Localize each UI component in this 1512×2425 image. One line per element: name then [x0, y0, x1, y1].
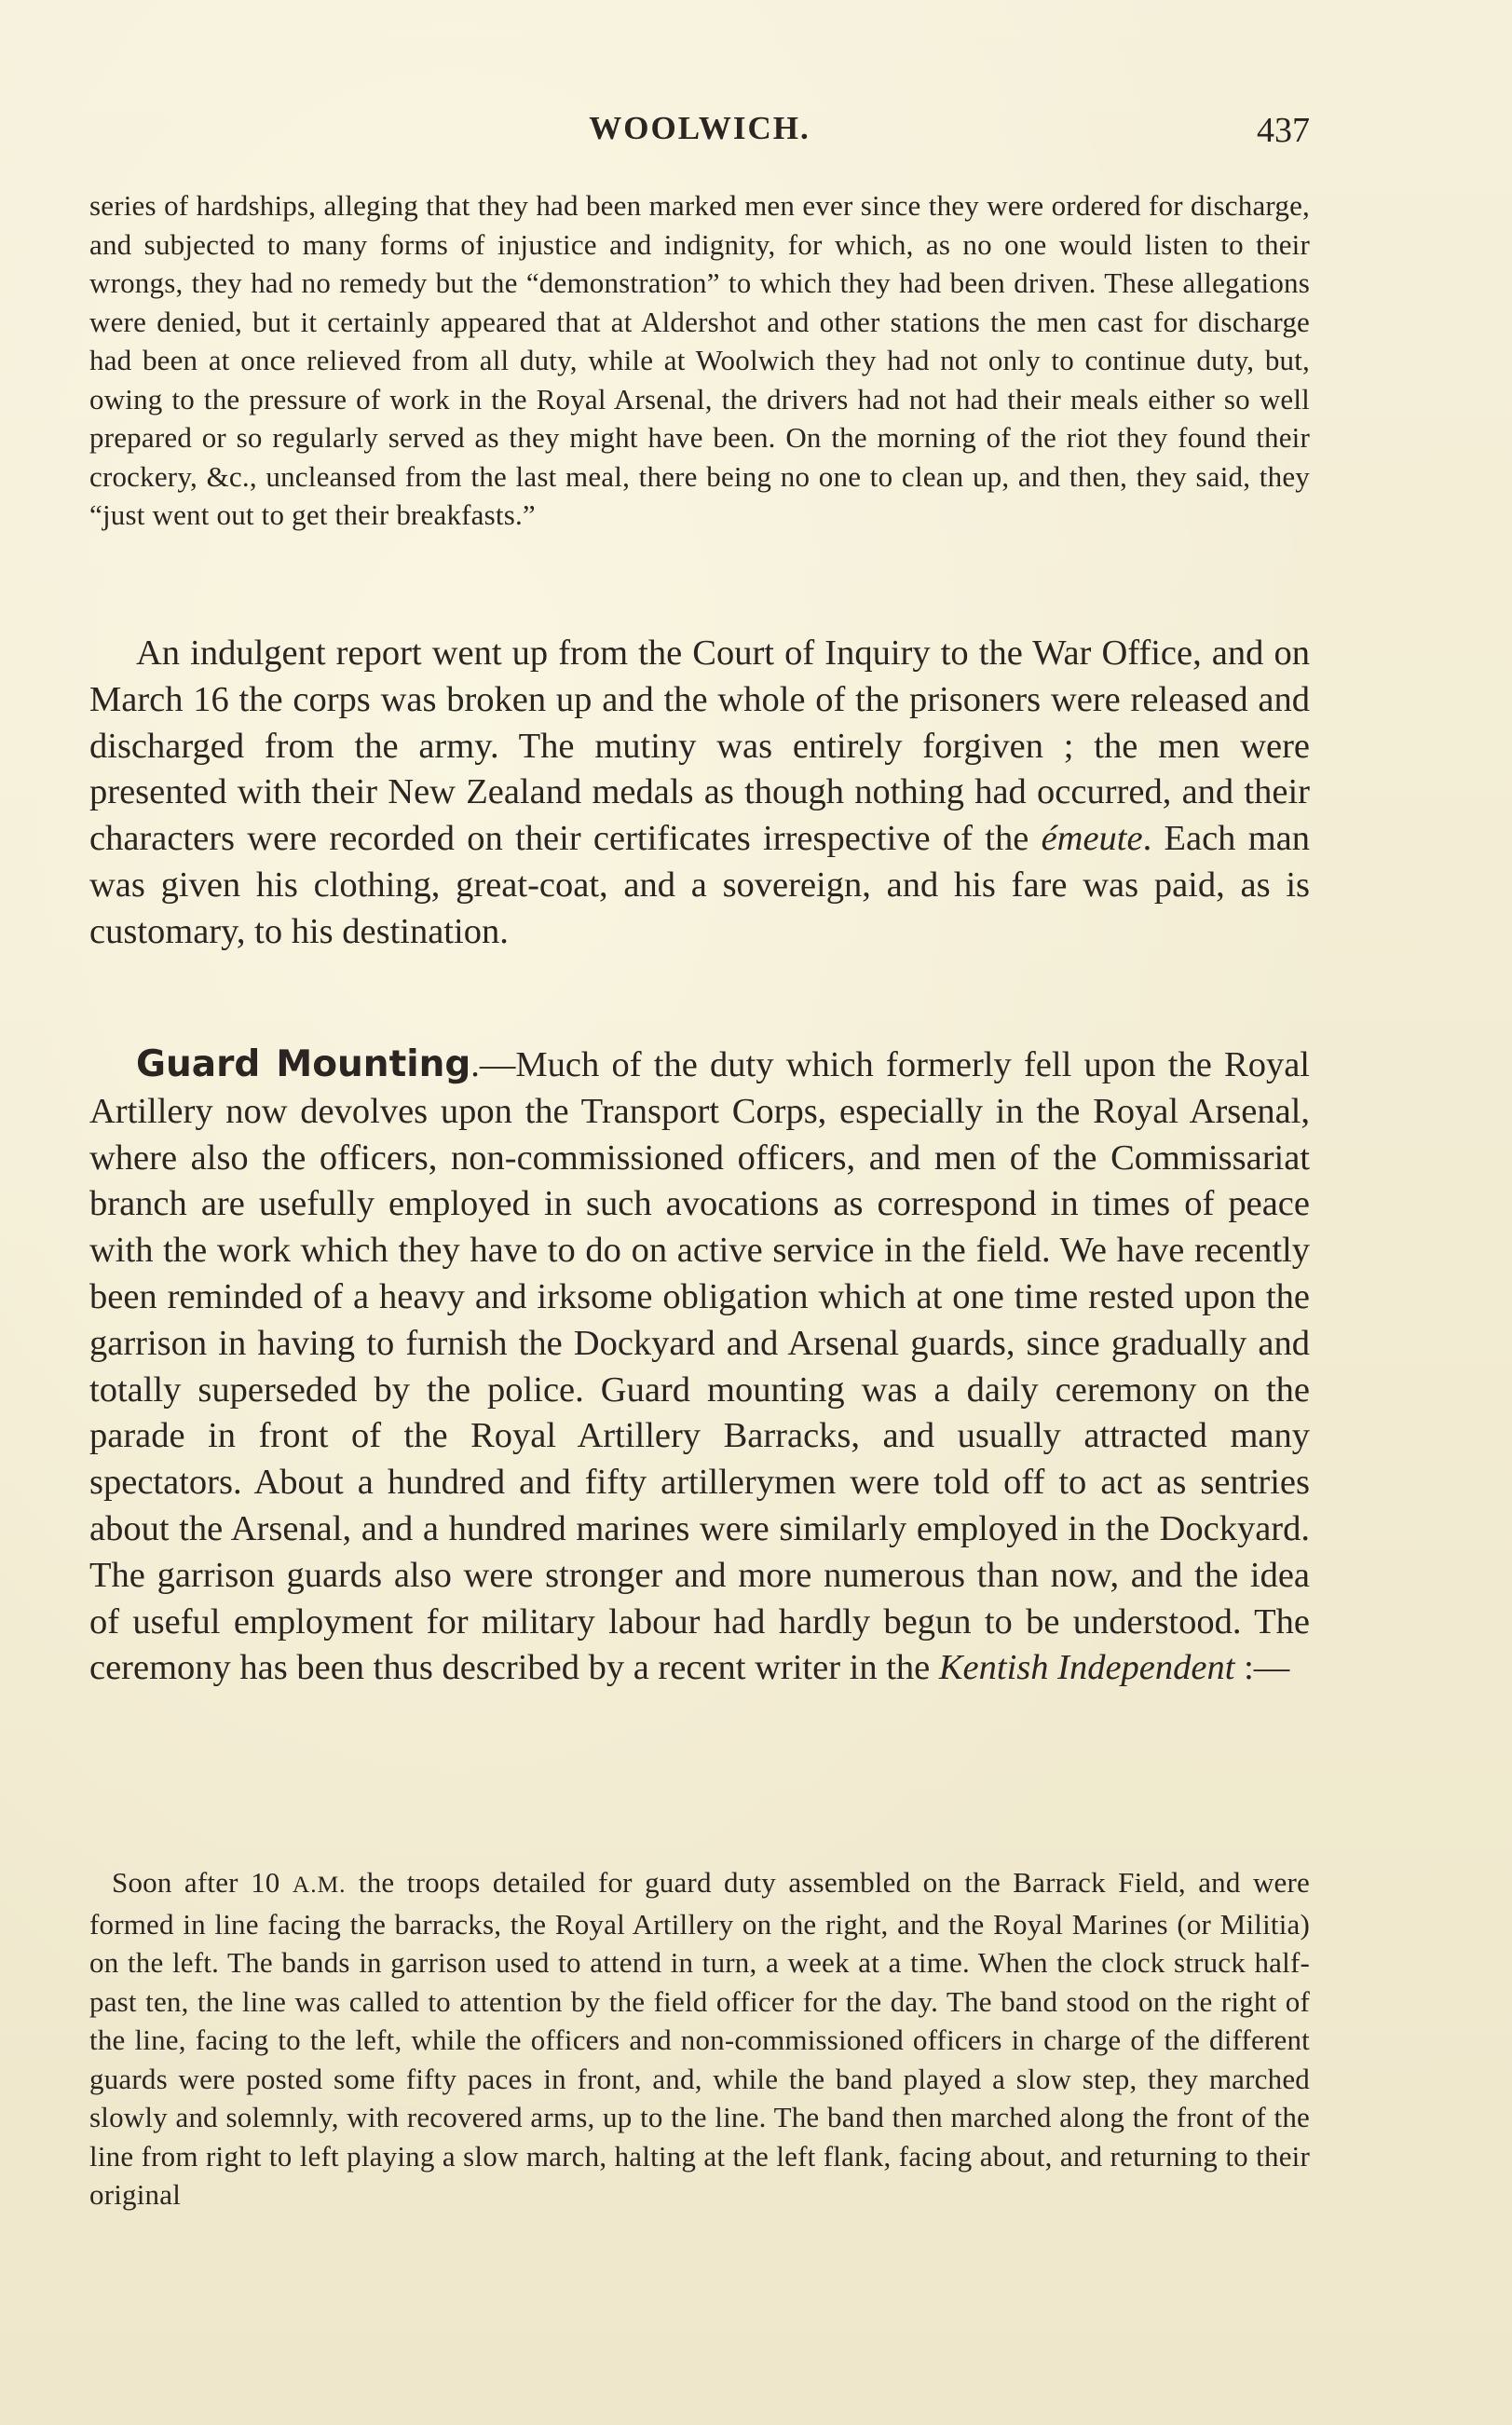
page-header	[89, 110, 1310, 166]
para1-italic-term: émeute	[1041, 819, 1143, 859]
quote2-text-start: Soon after 10	[112, 1866, 293, 1899]
para2-italic-source: Kentish Independent	[938, 1648, 1235, 1688]
paragraph-court-of-inquiry	[89, 631, 1310, 1003]
running-title: WOOLWICH.	[589, 110, 810, 146]
quote2-text-end: the troops detailed for guard duty assembled on the Barrack Field, and were formed in line facing the barracks, the Royal Artillery on the right, and the Royal Marines (or Militia) on the left. The bands in garrison used to attend in turn, a week at a time. When the clock struck half-past ten, the line was called to attention by the field officer for the day. The band stood on the right of the line, facing to the left, while the officers and non-commissioned officers in charge of the different guards were posted some fifty paces in front, and, while the band played a slow step, they marched slowly and solemnly, with recovered arms, up to the line. The band then marched along the front of the line from right to left playing a slow march, halting at the left flank, facing about, and returning to their original	[89, 1866, 1310, 2211]
quote2-time-smallcaps: A.M.	[292, 1872, 347, 1898]
quoted-passage-top	[89, 186, 1310, 615]
quoted-passage-bottom	[89, 1863, 1310, 2255]
paragraph-guard-mounting	[89, 1042, 1310, 1843]
para1-text-end: . Each man was given his clothing, great-coat, and a sovereign, and his fare was paid, as is customary, to his destination.	[89, 819, 1310, 951]
page-number: 437	[1257, 111, 1310, 150]
para1-text-start: An indulgent report went up from the Court of Inquiry to the War Office, and on March 16 the corps was broken up and the whole of the prisoners were released and discharged from the army. The mutiny was entirely forgiven ; the men were presented with their New Zealand medals as though nothing had occurred, and their characters were recorded on their certificates irrespective of the	[89, 633, 1310, 859]
section-heading: Guard Mounting	[136, 1043, 471, 1085]
quote1-text: series of hardships, alleging that they had been marked men ever since they were ordered for discharge, and subjected to many forms of injustice and indignity, for which, as no one would listen to their wrongs, they had no remedy but the “demonstration” to which they had been driven. These allegations were denied, but it certainly appeared that at Aldershot and other stations the men cast for discharge had been at once relieved from all duty, while at Woolwich they had not only to continue duty, but, owing to the pressure of work in the Royal Arsenal, the drivers had not had their meals either so well prepared or so regularly served as they might have been. On the morning of the riot they found their crockery, &c., uncleansed from the last meal, there being no one to clean up, and then, they said, they “just went out to get their breakfasts.”	[89, 189, 1310, 531]
para2-text-start: .—Much of the duty which formerly fell upon the Royal Artillery now devolves upon the Transport Corps, especially in the Royal Arsenal, where also the officers, non-commissioned officers, and men of the Commissariat branch are usefully employed in such avocations as correspond in times of peace with the work which they have to do on active service in the field. We have recently been reminded of a heavy and irksome obligation which at one time rested upon the garrison in having to furnish the Dockyard and Arsenal guards, since gradually and totally superseded by the police. Guard mounting was a daily ceremony on the parade in front of the Royal Artillery Barracks, and usually attracted many spectators. About a hundred and fifty artillerymen were told off to act as sentries about the Arsenal, and a hundred marines were similarly employed in the Dockyard. The garrison guards also were stronger and more numerous than now, and the idea of useful employment for military labour had hardly begun to be understood. The ceremony has been thus described by a recent writer in the	[89, 1045, 1310, 1688]
para2-text-end: :—	[1234, 1648, 1290, 1688]
